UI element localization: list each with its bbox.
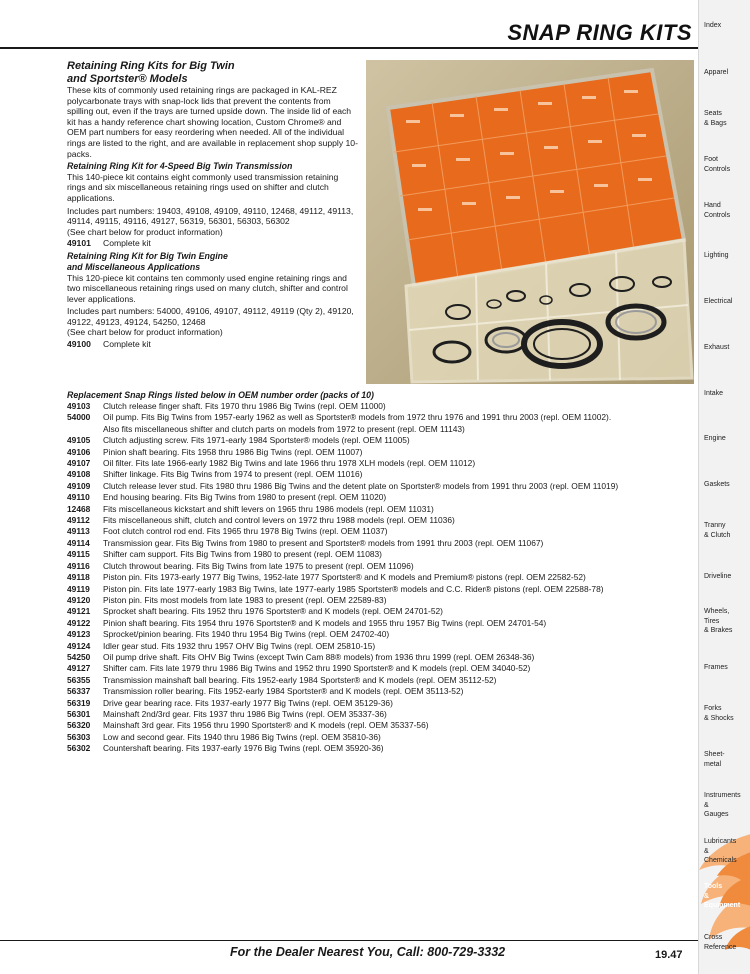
table-row xyxy=(67,549,692,560)
kit-2-part-label: Complete kit xyxy=(103,339,151,350)
title-divider xyxy=(0,47,698,49)
part-number: 49120 xyxy=(67,594,91,605)
part-number: 49127 xyxy=(67,663,91,674)
kit-2-note: (See chart below for product information) xyxy=(67,327,223,338)
table-row xyxy=(67,469,692,480)
section-heading xyxy=(67,60,359,85)
part-description: Sprocket shaft bearing. Fits 1952 thru 1976 Sportster® and K models (repl. OEM 24701-52) xyxy=(103,606,443,617)
kit-2-heading xyxy=(67,251,359,272)
section-heading-line-1: Retaining Ring Kits for Big Twin xyxy=(67,60,235,72)
part-description: Clutch throwout bearing. Fits Big Twins from late 1975 to present (repl. OEM 11096) xyxy=(103,560,414,571)
replacement-parts-list xyxy=(67,389,692,755)
sidebar-item-cross-reference[interactable]: Cross Reference xyxy=(704,934,737,951)
part-number: 56355 xyxy=(67,674,91,685)
table-row xyxy=(67,481,692,492)
part-number: 49123 xyxy=(67,629,91,640)
part-number: 49121 xyxy=(67,606,91,617)
sidebar-item-sheet-metal[interactable]: Sheet- metal xyxy=(704,751,725,768)
kit-2-heading-line-2: and Miscellaneous Applications xyxy=(67,261,201,272)
part-number: 49116 xyxy=(67,560,90,571)
part-description: Clutch release finger shaft. Fits 1970 thru 1986 Big Twins (repl. OEM 11000) xyxy=(103,401,386,411)
part-number: 56303 xyxy=(67,731,91,742)
section-sidebar xyxy=(698,0,750,974)
part-description: Mainshaft 3rd gear. Fits 1956 thru 1990 Sportster® and K models (repl. OEM 35337-56) xyxy=(103,720,429,731)
sidebar-item-tranny-clutch[interactable]: Tranny & Clutch xyxy=(704,522,731,539)
part-description: Oil filter. Fits late 1966-early 1982 Big Twins and late 1966 thru 1978 XLH models (repl. OEM 11012) xyxy=(103,458,476,469)
kit-1-heading: Retaining Ring Kit for 4-Speed Big Twin Transmission xyxy=(67,161,293,172)
table-row xyxy=(67,652,692,663)
table-row xyxy=(67,595,692,606)
part-number: 49124 xyxy=(67,640,91,651)
part-number: 56301 xyxy=(67,708,91,719)
table-row xyxy=(67,458,692,469)
part-description: Low and second gear. Fits 1940 thru 1986 Big Twins (repl. OEM 35810-36) xyxy=(103,731,381,742)
part-description: Shifter cam. Fits late 1979 thru 1986 Big Twins and 1952 thru 1990 Sportster® and K models (repl. OEM 34040-52) xyxy=(103,663,531,674)
sidebar-item-gaskets[interactable]: Gaskets xyxy=(704,481,730,488)
intro-paragraph: These kits of commonly used retaining rings are packaged in KAL-REZ polycarbonate trays with snap-lock lids that prevent the contents from spilling out, even if the trays are turned upside down. The inside lid of each kit has a handy reference chart showing location, Custom Chrome® and OEM part numbers for easy reordering when needed. All of the individual rings are listed to the right, and are available in replacement shop supply 10-packs. xyxy=(67,85,358,159)
sidebar-item-hand-controls[interactable]: Hand Controls xyxy=(704,202,731,219)
part-description: Countershaft bearing. Fits 1937-early 1976 Big Twins (repl. OEM 35920-36) xyxy=(103,743,384,754)
part-description: Sprocket/pinion bearing. Fits 1940 thru 1954 Big Twins (repl. OEM 24702-40) xyxy=(103,629,390,640)
table-row xyxy=(67,743,692,754)
page-title: SNAP RING KITS xyxy=(507,20,692,45)
part-description: Shifter linkage. Fits Big Twins from 1974 to present (repl. OEM 11016) xyxy=(103,469,363,480)
kit-1-part-number: 49101 xyxy=(67,238,91,249)
part-number: 49109 xyxy=(67,480,91,491)
part-number: 49118 xyxy=(67,572,90,583)
kit-2-description: This 120-piece kit contains ten commonly used engine retaining rings and two miscellaneous retaining rings used on many clutch, shifter and control lever applications. xyxy=(67,272,348,304)
part-number: 49122 xyxy=(67,617,91,628)
dealer-phone-line: For the Dealer Nearest You, Call: 800-729-3332 xyxy=(230,945,506,959)
table-row xyxy=(67,584,692,595)
table-row xyxy=(67,515,692,526)
part-number: 49108 xyxy=(67,469,91,480)
kit-2-part xyxy=(67,339,359,350)
part-description: Pinion shaft bearing. Fits 1958 thru 1986 Big Twins (repl. OEM 11007) xyxy=(103,446,363,457)
table-row xyxy=(67,629,692,640)
page-number: 19.47 xyxy=(655,949,683,961)
part-number: 49119 xyxy=(67,583,90,594)
part-number: 49105 xyxy=(67,435,91,446)
part-description: End housing bearing. Fits Big Twins from 1980 to present (repl. OEM 11020) xyxy=(103,492,387,503)
part-number: 49110 xyxy=(67,492,90,503)
part-description: Piston pin. Fits most models from late 1983 to present (repl. OEM 22589-83) xyxy=(103,594,387,605)
table-row xyxy=(67,698,692,709)
table-row xyxy=(67,504,692,515)
table-row xyxy=(67,709,692,720)
kit-1-note: (See chart below for product information) xyxy=(67,226,223,237)
sidebar-item-tools-equipment[interactable]: Tools & Equipment xyxy=(704,883,741,909)
table-row xyxy=(67,447,692,458)
kit-2-heading-line-1: Retaining Ring Kit for Big Twin Engine xyxy=(67,251,228,262)
part-number: 12468 xyxy=(67,503,91,514)
part-number: 49113 xyxy=(67,526,90,537)
part-number: 49103 xyxy=(67,401,91,411)
sidebar-item-instruments-gauges[interactable]: Instruments & Gauges xyxy=(704,792,741,818)
part-description: Transmission roller bearing. Fits 1952-early 1984 Sportster® and K models (repl. OEM 35113-52) xyxy=(103,686,464,697)
part-number: 56320 xyxy=(67,720,91,731)
part-description: Fits miscellaneous shift, clutch and control levers on 1972 thru 1988 models (repl. OEM 11036) xyxy=(103,515,455,526)
sidebar-item-apparel[interactable]: Apparel xyxy=(704,69,729,76)
sidebar-item-wheels-tires-brakes[interactable]: Wheels, Tires & Brakes xyxy=(704,608,733,634)
part-description: Clutch adjusting screw. Fits 1971-early 1984 Sportster® models (repl. OEM 11005) xyxy=(103,435,410,446)
part-description: Oil pump. Fits Big Twins from 1957-early 1962 as well as Sportster® models from 1972 thru 1976 and 1991 thru 2003 (repl. OEM 11002). Also fits miscellaneous shifter and clutch parts on models from 1972 to present (repl. OEM 11143) xyxy=(103,412,612,434)
part-description: Mainshaft 2nd/3rd gear. Fits 1937 thru 1986 Big Twins (repl. OEM 35337-36) xyxy=(103,708,387,719)
part-number: 49112 xyxy=(67,515,90,526)
sidebar-item-exhaust[interactable]: Exhaust xyxy=(704,344,730,351)
table-row xyxy=(67,641,692,652)
sidebar-item-lighting[interactable]: Lighting xyxy=(704,252,729,259)
part-description: Fits miscellaneous kickstart and shift levers on 1965 thru 1986 models (repl. OEM 11031) xyxy=(103,503,434,514)
table-row xyxy=(67,572,692,583)
footer-divider xyxy=(0,940,698,941)
sidebar-item-driveline[interactable]: Driveline xyxy=(704,573,732,580)
sidebar-item-lubricants-chemicals[interactable]: Lubricants & Chemicals xyxy=(704,838,737,864)
table-row xyxy=(67,675,692,686)
part-description: Pinion shaft bearing. Fits 1954 thru 1976 Sportster® and K models and 1955 thru 1957 Big Twins (repl. OEM 24701-54) xyxy=(103,617,547,628)
section-heading-line-2: and Sportster® Models xyxy=(67,72,188,85)
part-number: 56319 xyxy=(67,697,91,708)
table-row xyxy=(67,732,692,743)
sidebar-item-index[interactable]: Index xyxy=(704,22,722,29)
table-row xyxy=(67,618,692,629)
sidebar-item-intake[interactable]: Intake xyxy=(704,390,724,397)
table-row xyxy=(67,663,692,674)
kit-1-description: This 140-piece kit contains eight commonly used transmission retaining rings and six miscellaneous retaining rings used on shifter and clutch applications. xyxy=(67,171,339,203)
part-number: 49107 xyxy=(67,458,91,469)
table-row xyxy=(67,412,692,435)
kit-1-part-label: Complete kit xyxy=(103,238,151,249)
sidebar-item-forks-shocks[interactable]: Forks & Shocks xyxy=(704,705,734,722)
table-row xyxy=(67,435,692,446)
table-row xyxy=(67,686,692,697)
product-photo xyxy=(366,60,694,384)
kit-1-part xyxy=(67,238,359,249)
parts-list-heading: Replacement Snap Rings listed below in OEM number order (packs of 10) xyxy=(67,390,374,400)
part-number: 54250 xyxy=(67,651,91,662)
part-number: 56302 xyxy=(67,743,91,754)
kit-2-part-number: 49100 xyxy=(67,339,91,350)
table-row xyxy=(67,606,692,617)
part-description: Shifter cam support. Fits Big Twins from 1980 to present (repl. OEM 11083) xyxy=(103,549,382,560)
table-row xyxy=(67,401,692,412)
table-row xyxy=(67,720,692,731)
part-number: 49114 xyxy=(67,537,90,548)
part-number: 49115 xyxy=(67,549,90,560)
sidebar-item-foot-controls[interactable]: Foot Controls xyxy=(704,156,731,173)
kit-2-includes: Includes part numbers: 54000, 49106, 49107, 49112, 49119 (Qty 2), 49120, 49122, 49123, 49124, 54250, 12468 xyxy=(67,306,354,327)
table-row xyxy=(67,538,692,549)
part-number: 56337 xyxy=(67,686,91,697)
part-number: 54000 xyxy=(67,412,91,423)
part-description: Transmission gear. Fits Big Twins from 1980 to present and Sportster® models from 1991 thru 2003 (repl. OEM 11067) xyxy=(103,537,544,548)
part-description: Drive gear bearing race. Fits 1937-early 1977 Big Twins (repl. OEM 35129-36) xyxy=(103,697,393,708)
kits-description xyxy=(67,60,359,350)
part-description: Clutch release lever stud. Fits 1980 thru 1986 Big Twins and the detent plate on Sportster® models from 1991 thru 2003 (repl. OEM 11019) xyxy=(103,480,619,491)
sidebar-item-electrical[interactable]: Electrical xyxy=(704,298,733,305)
table-row xyxy=(67,561,692,572)
sidebar-item-seats-bags[interactable]: Seats & Bags xyxy=(704,110,727,127)
parts-table xyxy=(67,401,692,755)
sidebar-item-engine[interactable]: Engine xyxy=(704,435,726,442)
table-row xyxy=(67,526,692,537)
part-description: Foot clutch control rod end. Fits 1965 thru 1978 Big Twins (repl. OEM 11037) xyxy=(103,526,388,537)
part-description: Piston pin. Fits 1973-early 1977 Big Twins, 1952-late 1977 Sportster® and K models and Premium® pistons (repl. OEM 22582-52) xyxy=(103,572,586,583)
part-description: Piston pin. Fits late 1977-early 1983 Big Twins, late 1977-early 1985 Sportster® models and C.C. Rider® pistons (repl. OEM 22588-78) xyxy=(103,583,604,594)
table-row xyxy=(67,492,692,503)
part-description: Oil pump drive shaft. Fits OHV Big Twins (except Twin Cam 88® models) from 1936 thru 1999 (repl. OEM 26348-36) xyxy=(103,651,535,662)
part-number: 49106 xyxy=(67,446,91,457)
part-description: Transmission mainshaft ball bearing. Fits 1952-early 1984 Sportster® and K models (repl. OEM 35112-52) xyxy=(103,674,497,685)
kit-1-includes: Includes part numbers: 19403, 49108, 49109, 49110, 12468, 49112, 49113, 49114, 49115, 49116, 49127, 56319, 56301, 56303, 56302 xyxy=(67,205,354,227)
sidebar-item-frames[interactable]: Frames xyxy=(704,664,728,671)
part-description: Idler gear stud. Fits 1932 thru 1957 OHV Big Twins (repl. OEM 25810-15) xyxy=(103,640,376,651)
